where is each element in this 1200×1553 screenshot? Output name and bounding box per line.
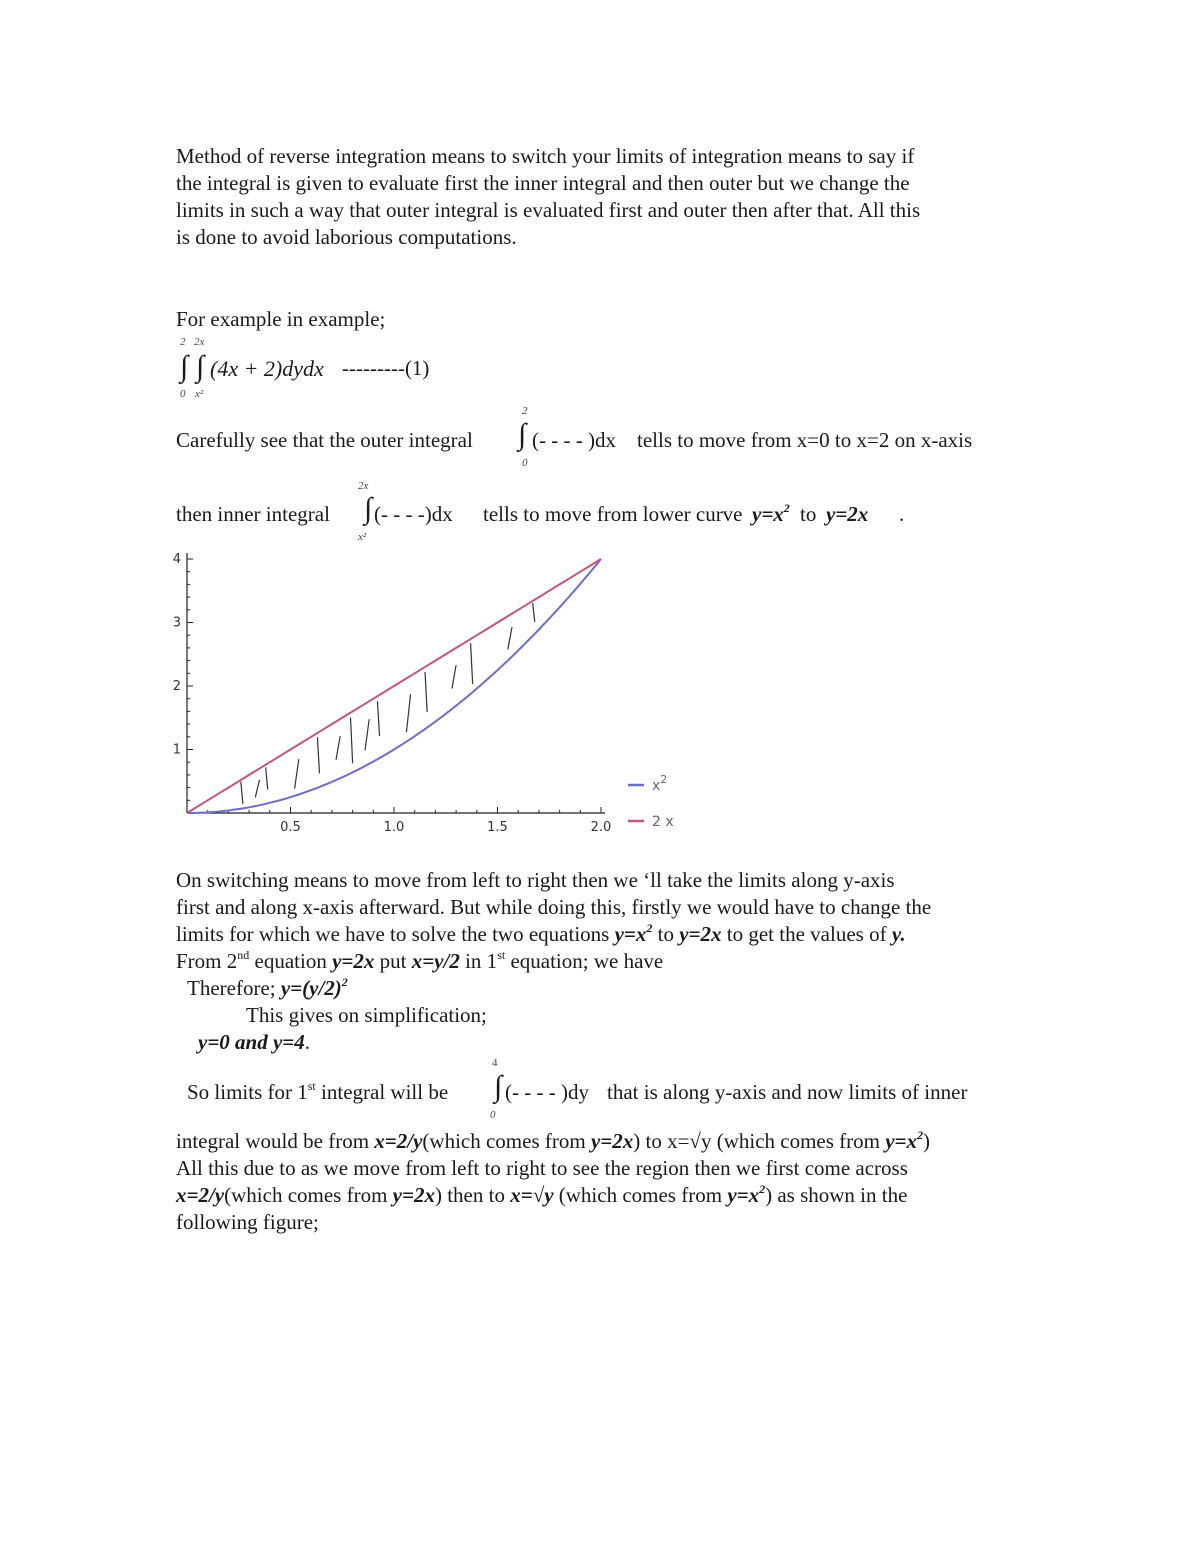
hatch-line (336, 736, 340, 759)
inner-line-upper: 2x (358, 480, 369, 492)
hatch-line (255, 780, 259, 797)
outer-integral-sign: ∫ (180, 350, 189, 383)
final-line-4: following figure; (176, 1210, 319, 1234)
y-tick-label: 1 (172, 742, 181, 758)
outer-upper-limit: 2 (180, 336, 186, 348)
outer-lower-limit: 0 (180, 388, 186, 400)
simplification-line: This gives on simplification; (246, 1003, 487, 1027)
curve-2x (187, 559, 601, 813)
limits-after: that is along y-axis and now limits of inner (607, 1080, 968, 1104)
intro-line-1: Method of reverse integration means to switch your limits of integration means to say if (176, 144, 915, 168)
final-line-1: integral would be from x=2/y(which comes from y=2x) to x=√y (which comes from $y=x^2$) (176, 1128, 931, 1153)
switch-line-2: first and along x-axis afterward. But while doing this, firstly we would have to change the (176, 895, 932, 919)
x-tick-label: 1.0 (383, 820, 405, 835)
chart-tick-labels (173, 552, 612, 835)
inner-line-integrand: (- - - -)dx (374, 502, 453, 526)
final-line-2: All this due to as we move from left to right to see the region then we first come across (176, 1156, 908, 1180)
x-tick-label: 1.5 (487, 820, 508, 835)
intro-line-3: limits in such a way that outer integral is evaluated first and outer then after that. All this (176, 198, 921, 222)
legend-label: 2 x (652, 814, 674, 830)
chart-legend (628, 773, 674, 830)
legend-label: $x^2$ (652, 773, 668, 794)
inner-line-text: then inner integral (176, 502, 330, 526)
region-hatching (241, 603, 535, 804)
outer-line-lower: 0 (522, 457, 528, 469)
hatch-line (425, 672, 427, 712)
inner-integral-sign: ∫ (196, 350, 205, 383)
limits-lower: 0 (490, 1109, 496, 1121)
inner-line-after: tells to move from lower curve (483, 502, 743, 526)
outer-line-integrand: (- - - - )dx (532, 428, 616, 452)
hatch-line (266, 767, 268, 789)
y-tick-label: 2 (172, 679, 181, 694)
y-tick-label: 3 (172, 615, 181, 631)
integrand: (4x + 2)dydx (210, 356, 324, 381)
hatch-line (377, 701, 379, 736)
hatch-line (452, 665, 456, 688)
intro-line-4: is done to avoid laborious computations. (176, 225, 517, 249)
limits-integral-sign: ∫ (494, 1070, 503, 1103)
result-line: y=0 and y=4. (198, 1030, 311, 1054)
intro-line-2: the integral is given to evaluate first the inner integral and then outer but we change the (176, 171, 910, 195)
switch-line-3: limits for which we have to solve the two equations $y=x^2$ to y=2x to get the values of y. (176, 921, 906, 946)
therefore-line: Therefore; $y=(y/2)^2$ (187, 975, 348, 1000)
region-chart (172, 545, 692, 845)
hatch-line (241, 782, 243, 804)
switch-line-1: On switching means to move from left to right then we ‘ll take the limits along y-axis (176, 868, 895, 892)
inner-line-to: to (800, 502, 817, 526)
hatch-line (533, 603, 535, 622)
inner-upper-limit: 2x (194, 336, 205, 348)
limits-upper: 4 (492, 1057, 498, 1069)
switch-line-4: From 2nd equation y=2x put x=y/2 in 1st equation; we have (176, 948, 664, 973)
hatch-line (406, 694, 410, 732)
limits-integrand: (- - - - )dy (505, 1080, 589, 1104)
outer-line-integral-sign: ∫ (518, 418, 527, 451)
hatch-line (471, 643, 473, 684)
outer-line-after: tells to move from x=0 to x=2 on x-axis (637, 428, 973, 452)
outer-line-text: Carefully see that the outer integral (176, 428, 473, 452)
equation-tag: ---------(1) (342, 356, 430, 380)
x-tick-label: 2.0 (590, 820, 612, 835)
inner-line-eq-b: y=2x (826, 502, 869, 526)
inner-line-lower: x² (358, 531, 367, 543)
inner-line-integral-sign: ∫ (364, 492, 373, 525)
hatch-line (508, 627, 512, 649)
inner-lower-limit: x² (195, 388, 204, 400)
hatch-line (317, 737, 319, 773)
y-tick-label: 4 (172, 552, 181, 567)
x-tick-label: 0.5 (280, 820, 301, 835)
final-line-3: x=2/y(which comes from y=2x) then to x=√y (which comes from $y=x^2$) as shown in the (176, 1182, 908, 1207)
hatch-line (351, 717, 353, 763)
hatch-line (295, 759, 299, 788)
outer-line-upper: 2 (522, 405, 528, 417)
example-heading: For example in example; (176, 307, 386, 331)
limits-line-text: So limits for 1st integral will be (187, 1079, 449, 1104)
hatch-line (365, 719, 369, 750)
inner-line-eq-a: $y=x^2$ (752, 501, 790, 526)
chart-curves (187, 559, 601, 813)
inner-line-end: . (899, 502, 905, 526)
